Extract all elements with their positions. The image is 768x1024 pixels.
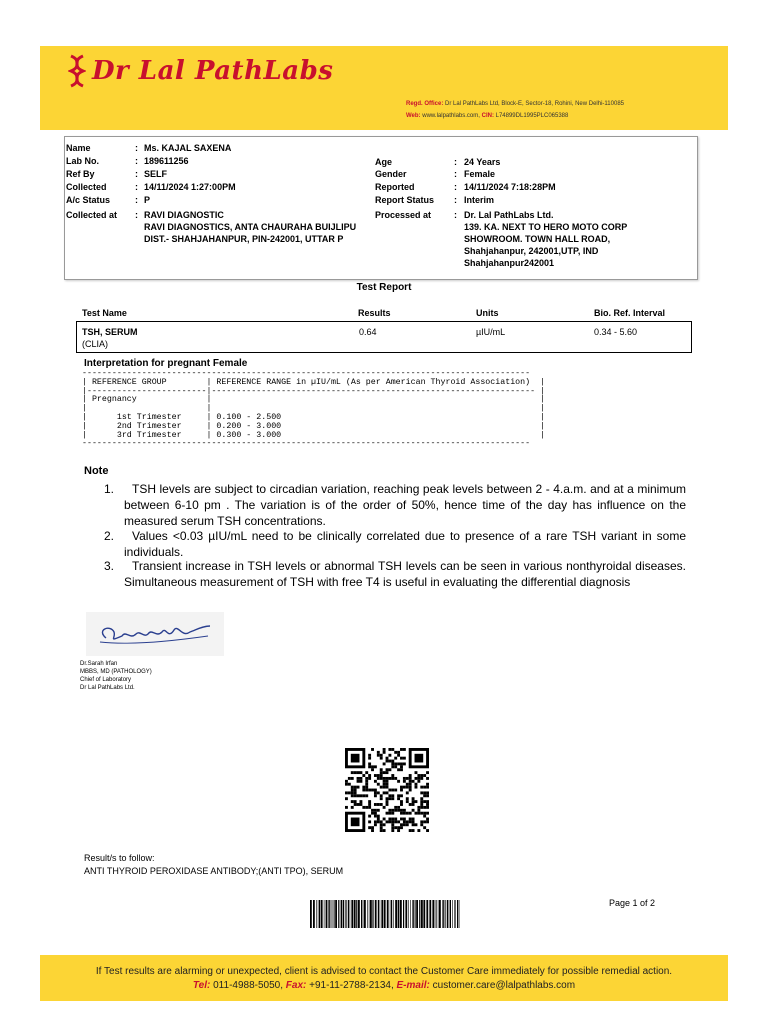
note-item [100, 528, 686, 560]
test-method: (CLIA) [82, 339, 109, 349]
colon: : [454, 169, 457, 179]
ref-interval: 0.34 - 5.60 [594, 327, 638, 337]
dna-logo-icon [68, 54, 86, 88]
tel-number: 011-4988-5050, [213, 980, 283, 991]
registered-office [406, 98, 624, 122]
report-title: Test Report [356, 282, 412, 293]
ac-status-label: A/c Status [66, 195, 111, 205]
note-number: 2. [104, 529, 115, 543]
regd-label: Regd. Office: [406, 101, 444, 107]
patient-name: Ms. KAJAL SAXENA [144, 143, 232, 153]
web-text: www.lalpathlabs.com, [422, 113, 480, 119]
collected-at-line-2: RAVI DIAGNOSTICS, ANTA CHAURAHA BUIJLIPU [144, 222, 357, 232]
col-units: Units [476, 308, 499, 318]
col-results: Results [358, 308, 391, 318]
lab-no-label: Lab No. [66, 156, 99, 166]
colon: : [135, 182, 138, 192]
note-item [100, 558, 686, 590]
tel-label: Tel: [192, 980, 211, 991]
processed-at-line-1: Dr. Lal PathLabs Ltd. [464, 210, 554, 220]
interpretation-title: Interpretation for pregnant Female [84, 358, 248, 369]
note-number: 3. [104, 559, 115, 573]
note-text: Values <0.03 µIU/mL need to be clinically correlated due to presence of a rare TSH variant in some individuals. [124, 529, 686, 559]
fax-number: +91-11-2788-2134, [309, 980, 394, 991]
regd-text: Dr Lal PathLabs Ltd, Block-E, Sector-18, Rohini, New Delhi-110085 [445, 101, 624, 107]
barcode [308, 900, 462, 928]
note-number: 1. [104, 482, 115, 496]
brand-name: Dr Lal PathLabs [92, 56, 334, 86]
collected-label: Collected [66, 182, 107, 192]
footer-advisory: If Test results are alarming or unexpected, client is advised to contact the Customer Care immediately for possible remedial action. [95, 966, 673, 977]
report-status-label: Report Status [375, 195, 435, 205]
colon: : [135, 210, 138, 220]
lab-no: 189611256 [144, 156, 189, 166]
reported-time: 14/11/2024 7:18:28PM [464, 182, 556, 192]
note-text: TSH levels are subject to circadian variation, reaching peak levels between 2 - 4.a.m. and at a minimum between 6-10 pm . The variation is of the order of 50%, hence time of the day has influence on the measured serum TSH concentrations. [124, 482, 686, 528]
qr-code [345, 748, 429, 832]
age: 24 Years [464, 157, 501, 167]
results-to-follow-item: ANTI THYROID PEROXIDASE ANTIBODY;(ANTI TPO), SERUM [84, 866, 344, 876]
cin-label: CIN: [481, 113, 494, 119]
footer-contact [40, 980, 728, 991]
report-footer [40, 955, 728, 1001]
colon: : [454, 157, 457, 167]
gender-label: Gender [375, 169, 407, 179]
reported-label: Reported [375, 182, 415, 192]
name-label: Name [66, 143, 91, 153]
age-label: Age [375, 157, 393, 167]
collected-at-line-3: DIST.- SHAHJAHANPUR, PIN-242001, UTTAR P [144, 234, 344, 244]
ref-by: SELF [144, 169, 168, 179]
colon: : [135, 195, 138, 205]
col-bio-ref-interval: Bio. Ref. Interval [594, 308, 666, 318]
colon: : [135, 169, 138, 179]
email-address: customer.care@lalpathlabs.com [432, 980, 576, 991]
collected-at-label: Collected at [66, 210, 118, 220]
processed-at-line-4: Shahjahanpur, 242001,UTP, IND [464, 246, 599, 256]
processed-at-line-3: SHOWROOM. TOWN HALL ROAD, [464, 234, 611, 244]
note-heading: Note [84, 465, 109, 477]
brand-logo [68, 54, 333, 88]
signature-image [86, 612, 224, 656]
signatory-role: Chief of Laboratory [80, 677, 132, 683]
results-to-follow [84, 852, 343, 878]
result-row [76, 321, 692, 353]
report-status: Interim [464, 195, 495, 205]
collected-time: 14/11/2024 1:27:00PM [144, 182, 236, 192]
cin-text: L74899DL1995PLC065388 [495, 113, 569, 119]
colon: : [454, 210, 457, 220]
result-value: 0.64 [359, 327, 377, 337]
processed-at-line-2: 139. KA. NEXT TO HERO MOTO CORP [464, 222, 628, 232]
signatory-org: Dr Lal PathLabs Ltd. [80, 685, 135, 691]
results-to-follow-label: Result/s to follow: [84, 853, 155, 863]
colon: : [135, 143, 138, 153]
ref-by-label: Ref By [66, 169, 95, 179]
colon: : [454, 195, 457, 205]
processed-at-line-5: Shahjahanpur242001 [464, 258, 555, 268]
signatory-block [80, 660, 152, 692]
colon: : [454, 182, 457, 192]
processed-at-label: Processed at [375, 210, 432, 220]
ac-status: P [144, 195, 151, 205]
fax-label: Fax: [285, 980, 307, 991]
signatory-name: Dr.Sarah Irfan [80, 661, 118, 667]
reference-range-table: ------------------------------------------------------------------------------------------ | REFERENCE GROUP | REFERENCE RANGE in µIU/mL (As per American Thyroid Association) | |------------------------|----------------------------------------------------------------- | | Pregnancy | | | | | | 1st Trimester | 0.100 - 2.500 | | 2nd Trimester | 0.200 - 3.000 | | 3rd Trimester | 0.300 - 3.000 | ------------------------------------------------------------------------------------------ [82, 369, 546, 449]
col-test-name: Test Name [82, 308, 127, 318]
web-label: Web: [406, 113, 421, 119]
page-number: Page 1 of 2 [609, 898, 656, 908]
report-header [40, 46, 728, 130]
result-unit: µIU/mL [476, 327, 506, 337]
gender: Female [464, 169, 496, 179]
note-text: Transient increase in TSH levels or abnormal TSH levels can be seen in various nonthyroidal diseases. Simultaneous measurement of TSH with free T4 is useful in evaluating the differential diagnosis [124, 559, 686, 589]
colon: : [135, 156, 138, 166]
note-item [100, 481, 686, 529]
signatory-degree: MBBS, MD (PATHOLOGY) [80, 669, 152, 675]
test-name: TSH, SERUM [82, 327, 138, 337]
email-label: E-mail: [396, 980, 430, 991]
collected-at-line-1: RAVI DIAGNOSTIC [144, 210, 224, 220]
